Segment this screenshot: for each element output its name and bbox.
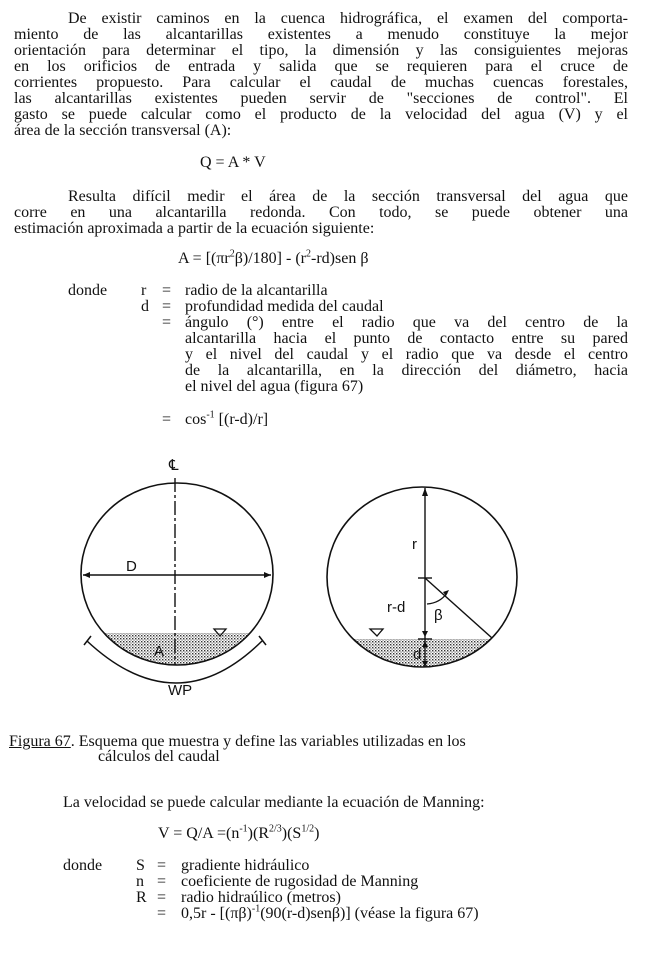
paragraph-3: La velocidad se puede calcular mediante la ecuación de Manning: [63, 794, 485, 811]
definition: ángulo (°) entre el radio que va del centro de la [185, 314, 628, 331]
wp-label: WP [168, 682, 193, 699]
eq-part: cos [185, 411, 207, 428]
text-line: corre en una alcantarilla redonda. Con todo, se puede obtener una [14, 204, 628, 221]
definition: gradiente hidráulico [181, 857, 310, 874]
eq-part: )(R [247, 825, 269, 842]
equals: = [162, 411, 172, 428]
text-line: De existir caminos en la cuenca hidrográfica, el examen del comporta- [68, 10, 628, 27]
definition: profundidad medida del caudal [185, 298, 384, 315]
equals: = [162, 298, 172, 315]
eq-part: ) [314, 825, 320, 842]
equation-q: Q = A * V [200, 154, 266, 171]
left-culvert [60, 457, 300, 699]
caption-line-2: cálculos del caudal [98, 748, 220, 765]
equals: = [157, 889, 167, 906]
symbol: S [136, 857, 145, 874]
definition: radio de la alcantarilla [185, 282, 328, 299]
equals: = [157, 905, 167, 922]
eq-part: [(r-d)/r] [214, 411, 269, 428]
right-culvert [320, 487, 530, 679]
definition: el nivel del agua (figura 67) [185, 378, 364, 395]
donde-label: donde [63, 857, 103, 874]
definition: alcantarilla hacia el punto de contacto entre su pared [185, 330, 628, 347]
symbol: R [136, 889, 147, 906]
eq-part: β)/180] - (r [234, 250, 306, 267]
eq-part: 0,5r - [(πβ) [181, 905, 252, 922]
eq-sup: 2/3 [268, 823, 282, 835]
eq-sup: -1 [206, 409, 215, 421]
text-line: área de la sección transversal (A): [14, 122, 232, 139]
figure-67-diagram [0, 440, 650, 710]
text-line: las alcantarillas existentes pueden servir de "secciones de control". El [14, 90, 628, 107]
text-line: Resulta difícil medir el área de la sección transversal del agua que [68, 188, 628, 205]
definition: y el nivel del caudal y el radio que va desde el centro [185, 346, 628, 363]
area-label: A [154, 643, 165, 660]
symbol: n [136, 873, 144, 890]
water-level-icon [370, 629, 383, 636]
caption-line-1 [9, 734, 466, 750]
eq-part: A = [(πr [178, 250, 230, 267]
beta-label: β [434, 607, 443, 624]
eq-sup: 2 [306, 248, 311, 260]
definition: coeficiente de rugosidad de Manning [181, 873, 419, 890]
radius-label: r [412, 536, 417, 553]
text-line: estimación aproximada a partir de la ecuación siguiente: [14, 220, 375, 237]
water-area [60, 633, 300, 673]
eq-sup: -1 [251, 903, 261, 915]
text-line: miento de las alcantarillas existentes a menudo constituye la mejor [14, 26, 628, 43]
centerline-label: ℄ [169, 457, 179, 474]
eq-part: )(S [281, 825, 302, 842]
diameter-label: D [126, 558, 137, 575]
symbol: d [141, 298, 149, 315]
eq-part: V = Q/A =(n [158, 825, 240, 842]
eq-part: -rd)sen β [311, 250, 369, 267]
text-line: en los orificios de entrada y salida que se requieren para el cruce de [14, 58, 628, 75]
equation-manning [158, 823, 320, 842]
depth-label: d [413, 646, 422, 663]
caption-text: . Esquema que muestra y define las variables utilizadas en los [70, 733, 466, 750]
cos-equation [185, 409, 269, 428]
definition: radio hidraúlico (metros) [181, 889, 341, 906]
eq-sup: 2 [229, 248, 235, 260]
equals: = [157, 873, 167, 890]
equation-area [178, 248, 369, 267]
eq-part: (90(r-d)senβ)] (véase la figura 67) [260, 905, 479, 922]
symbol: r [141, 282, 147, 299]
equals: = [162, 282, 172, 299]
text-line: orientación para determinar el tipo, la dimensión y las consiguientes mejoras [14, 42, 628, 59]
equals: = [162, 314, 172, 331]
text-line: gasto se puede calcular como el producto de la velocidad del agua (V) y el [14, 106, 628, 123]
definition [181, 903, 479, 922]
caption-label: Figura 67 [9, 733, 71, 750]
text-line: corrientes propuesto. Para calcular el caudal de muchas cuencas forestales, [14, 74, 628, 91]
eq-sup: -1 [239, 823, 248, 835]
eq-sup: 1/2 [301, 823, 315, 835]
r-minus-d-label: r-d [387, 599, 406, 616]
definition: de la alcantarilla, en la dirección del diámetro, hacia [185, 362, 628, 379]
donde-label: donde [68, 282, 108, 299]
equals: = [157, 857, 167, 874]
